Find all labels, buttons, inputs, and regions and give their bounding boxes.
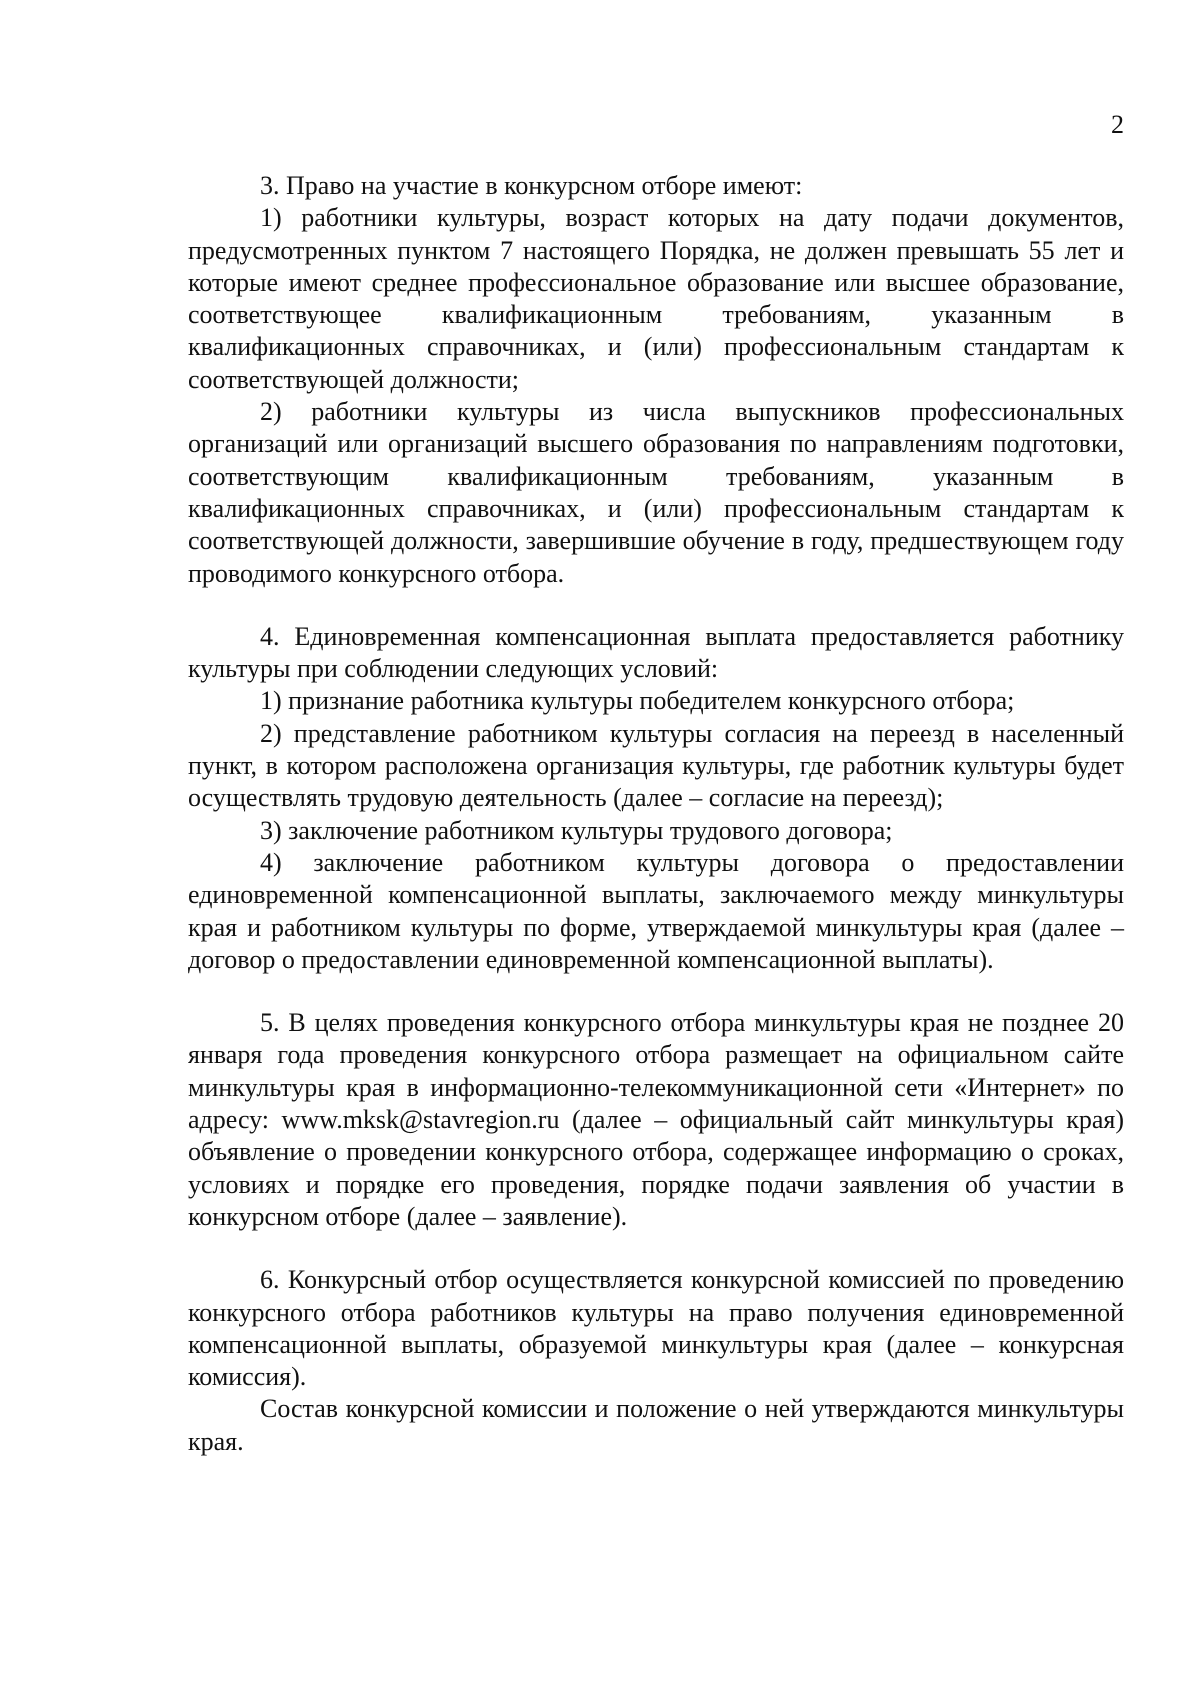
paragraph-4-item-4: 4) заключение работником культуры договора о предоставлении единовременной компенсационной выплаты, заключаемого между минкультуры края и работником культуры по форме, утверждаемой минкультуры края (далее – договор о предоставлении единовременной компенсационной выплаты). (188, 847, 1124, 974)
paragraph-4-item-1: 1) признание работника культуры победителем конкурсного отбора; (260, 686, 1015, 716)
section-5 (188, 1007, 1124, 1233)
paragraph-4-item-2: 2) представление работником культуры согласия на переезд в населенный пункт, в котором расположена организация культуры, где работник культуры будет осуществлять трудовую деятельность (далее – согласие на переезд); (188, 718, 1124, 813)
paragraph-3-item-1: 1) работники культуры, возраст которых на дату подачи документов, предусмотренных пунктом 7 настоящего Порядка, не должен превышать 55 лет и которые имеют среднее профессиональное образование или высшее образование, соответствующее квалификационным требованиям, указанным в квалификационных справочниках, и (или) профессиональным стандартам к соответствующей должности; (188, 203, 1124, 394)
paragraph-4-heading: 4. Единовременная компенсационная выплата предоставляется работнику культуры при соблюдении следующих условий: (188, 621, 1124, 684)
paragraph-3-item-2: 2) работники культуры из числа выпускников профессиональных организаций или организаций высшего образования по направлениям подготовки, соответствующим квалификационным требованиям, указанным в квалификационных справочниках, и (или) профессиональным стандартам к соответствующей должности, завершившие обучение в году, предшествующем году проводимого конкурсного отбора. (188, 397, 1124, 588)
section-6 (188, 1264, 1124, 1458)
page-number: 2 (1111, 110, 1124, 139)
paragraph-4-item-3: 3) заключение работником культуры трудового договора; (260, 815, 893, 845)
section-4 (188, 621, 1124, 976)
paragraph-5: 5. В целях проведения конкурсного отбора минкультуры края не позднее 20 января года проведения конкурсного отбора размещает на официальном сайте минкультуры края в информационно-телекоммуникационной сети «Интернет» по адресу: www.mksk@stavregion.ru (далее – официальный сайт минкультуры края) объявление о проведении конкурсного отбора, содержащее информацию о сроках, условиях и порядке его проведения, порядке подачи заявления об участии в конкурсном отборе (далее – заявление). (188, 1008, 1124, 1231)
paragraph-6-composition: Состав конкурсной комиссии и положение о ней утверждаются минкультуры края. (188, 1394, 1124, 1456)
paragraph-3-heading: 3. Право на участие в конкурсном отборе имеют: (260, 171, 803, 200)
paragraph-6: 6. Конкурсный отбор осуществляется конкурсной комиссией по проведению конкурсного отбора работников культуры на право получения единовременной компенсационной выплаты, образуемой минкультуры края (далее – конкурсная комиссия). (188, 1265, 1124, 1392)
section-3 (188, 170, 1124, 590)
document-body (188, 170, 1124, 1458)
